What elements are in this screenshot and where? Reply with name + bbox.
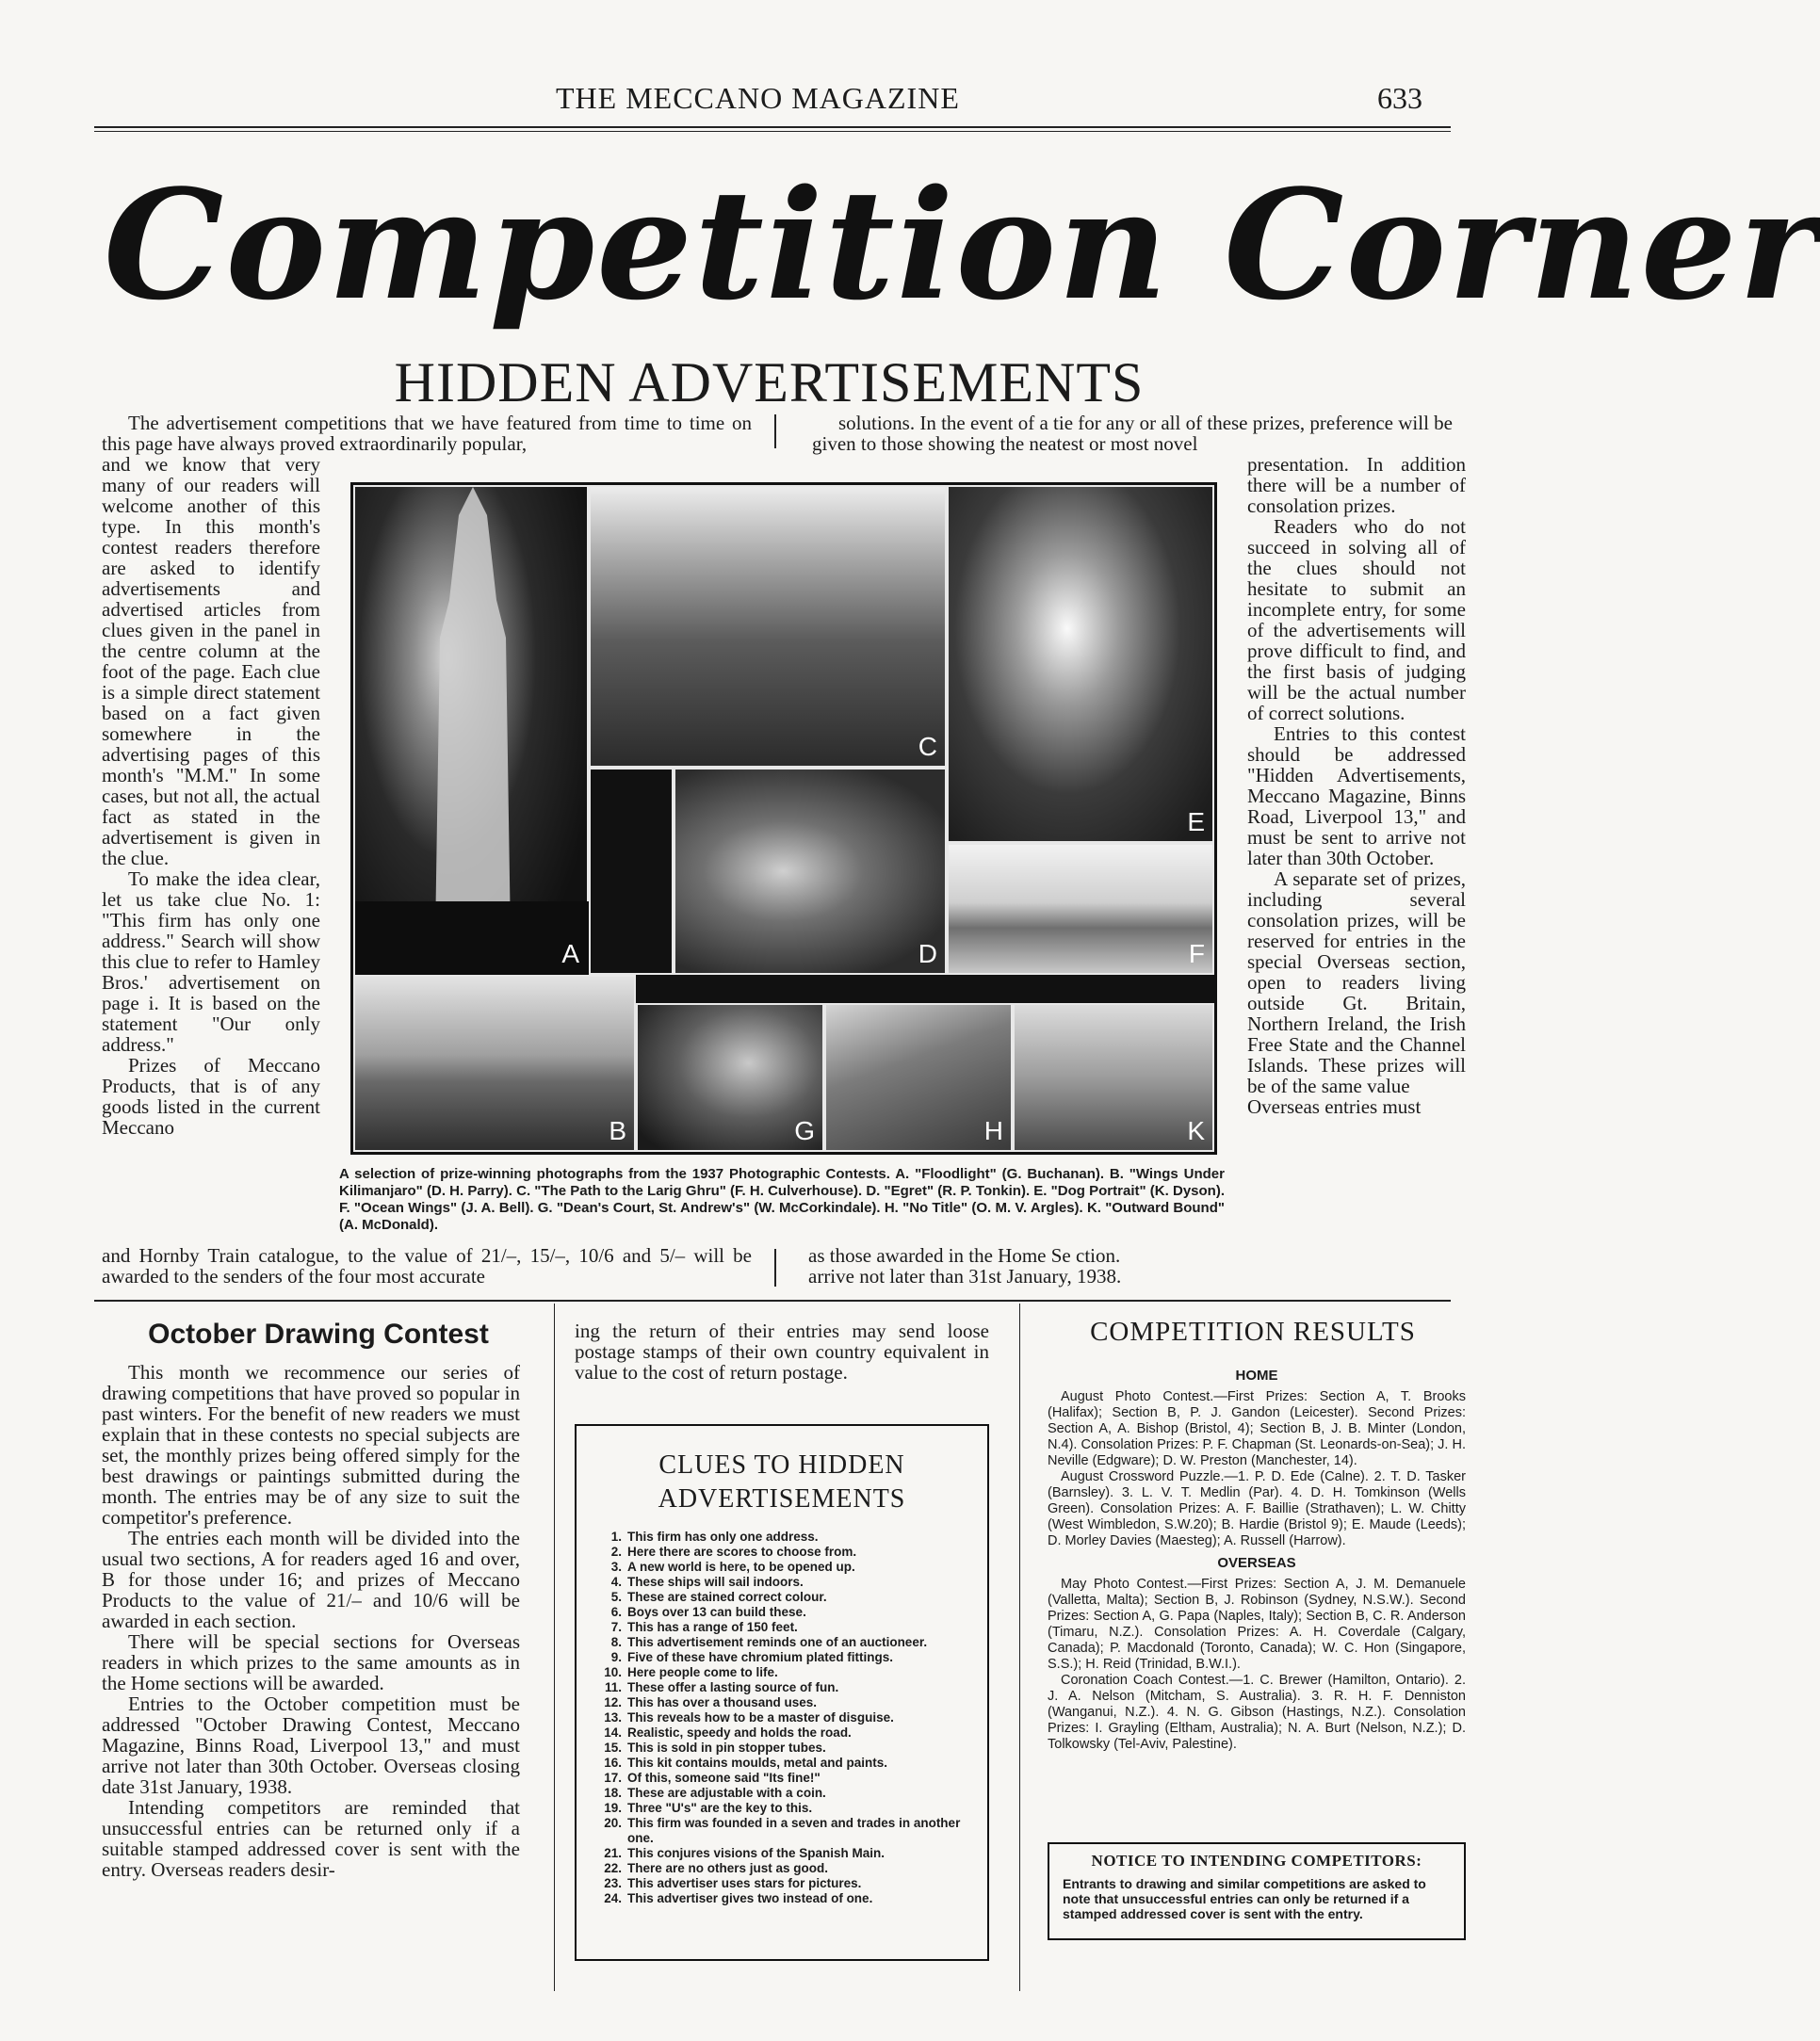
results-para: May Photo Contest.—First Prizes: Section A, J. M. Demanuele (Valletta, Malta); Section B, J. Robinson (Sydney, N.S.W.). Second Prizes: Section A, G. Papa (Naples, Italy); Section B, C. R. Anderson (Timaru, N.Z.). Consolation Prizes: A. H. Coverdale (Calgary, Canada); P. Macdonald (Toronto, Canada); W. C. Hon (Singapore, S.S.); H. Reid (Trinidad, B.W.I.). bbox=[1048, 1577, 1466, 1672]
clue-text: This is sold in pin stopper tubes. bbox=[627, 1741, 826, 1755]
drawing-para: Entries to the October competition must be addressed "October Drawing Contest, Meccano Magazine, Binns Road, Liverpool 13," and must arrive not later than 30th October. Overseas closing date 31st January, 1938. bbox=[102, 1693, 520, 1798]
photo-letter: D bbox=[918, 939, 937, 968]
clues-box bbox=[575, 1424, 989, 1961]
clue-item bbox=[590, 1650, 987, 1665]
clues-title-line: CLUES TO HIDDEN bbox=[658, 1450, 905, 1480]
left-column-para: Prizes of Meccano Products, that is of any goods listed in the current Meccano bbox=[102, 1054, 320, 1139]
banner bbox=[104, 132, 1820, 358]
hidden-ads-bottom-left bbox=[102, 1245, 752, 1287]
drawing-contest-title: October Drawing Contest bbox=[148, 1319, 489, 1350]
clue-number: 23. bbox=[604, 1876, 622, 1890]
photo-b bbox=[353, 975, 636, 1152]
clue-item bbox=[590, 1560, 987, 1575]
hidden-ads-bottom-mid bbox=[808, 1245, 1232, 1287]
photo-f bbox=[947, 843, 1214, 975]
bottom-left-text: and Hornby Train catalogue, to the value of 21/–, 15/–, 10/6 and 5/– will be awarded to the senders of the four most accurate bbox=[102, 1244, 752, 1288]
clue-text: Here people come to life. bbox=[627, 1665, 778, 1679]
clue-text: Here there are scores to choose from. bbox=[627, 1545, 857, 1559]
bottom-mid-line: arrive not later than 31st January, 1938. bbox=[808, 1265, 1122, 1288]
photo-letter: K bbox=[1187, 1116, 1205, 1145]
clue-number: 10. bbox=[604, 1665, 622, 1679]
notice-box bbox=[1048, 1842, 1466, 1940]
clue-item bbox=[590, 1680, 987, 1695]
banner-title: Competition Corner bbox=[104, 156, 1820, 333]
clue-number: 1. bbox=[610, 1530, 622, 1544]
clue-item bbox=[590, 1665, 987, 1680]
clue-number: 13. bbox=[604, 1710, 622, 1725]
hidden-ads-left-column bbox=[102, 454, 320, 1138]
drawing-para: Intending competitors are reminded that unsuccessful entries can be returned only if a suitable stamped addressed cover is sent with the entry. Overseas readers desir- bbox=[102, 1796, 520, 1881]
clue-item bbox=[590, 1741, 987, 1756]
clue-item bbox=[590, 1575, 987, 1590]
drawing-para: There will be special sections for Overseas readers in which prizes to the same amounts as in the Home sections will be awarded. bbox=[102, 1630, 520, 1694]
hidden-ads-intro-left bbox=[102, 413, 752, 454]
clue-number: 8. bbox=[610, 1635, 622, 1649]
clue-text: This firm was founded in a seven and trades in another one. bbox=[627, 1816, 961, 1845]
clue-item bbox=[590, 1545, 987, 1560]
clue-text: There are no others just as good. bbox=[627, 1861, 829, 1875]
results-para: August Photo Contest.—First Prizes: Section A, T. Brooks (Halifax); Section B, P. J. Gandon (Leicester). Second Prizes: Section A, A. Bishop (Bristol, 4); Section B, J. B. Minter (London, N.4). Consolation Prizes: P. F. Chapman (St. Leonards-on-Sea); J. H. Neville (Edgware); D. W. Preston (Manchester, 14). bbox=[1048, 1389, 1466, 1468]
column-divider bbox=[1019, 1304, 1020, 1991]
clue-number: 3. bbox=[610, 1560, 622, 1574]
clue-text: This conjures visions of the Spanish Main. bbox=[627, 1846, 886, 1860]
clue-text: Boys over 13 can build these. bbox=[627, 1605, 806, 1619]
clue-item bbox=[590, 1786, 987, 1801]
clue-number: 21. bbox=[604, 1846, 622, 1860]
clue-item bbox=[590, 1801, 987, 1816]
right-column-para: Readers who do not succeed in solving all of the clues should not hesitate to submit an incomplete entry, for some of the advertisements will prove difficult to find, and the first basis of judging will be the actual number of correct solutions. bbox=[1247, 515, 1466, 724]
intro-right-text: solutions. In the event of a tie for any or all of these prizes, preference will be given to those showing the neatest or most novel bbox=[812, 412, 1453, 455]
photo-e bbox=[947, 485, 1214, 843]
photo-collage bbox=[350, 482, 1217, 1155]
clue-item bbox=[590, 1620, 987, 1635]
clue-text: This advertiser uses stars for pictures. bbox=[627, 1876, 862, 1890]
clue-item bbox=[590, 1876, 987, 1891]
results-para: Coronation Coach Contest.—1. C. Brewer (Hamilton, Ontario). 2. J. A. Nelson (Mitcham, S. Australia). 3. R. H. F. Denniston (Wanganui, N.Z.). 4. N. G. Gibson (Hastings, N.Z.). Consolation Prizes: I. Grayling (Eltham, Australia); N. A. Burt (Nelson, N.Z.); D. Tolkowsky (Tel-Aviv, Palestine). bbox=[1048, 1673, 1466, 1752]
clue-number: 15. bbox=[604, 1741, 622, 1755]
clue-item bbox=[590, 1635, 987, 1650]
hidden-ads-right-column bbox=[1247, 454, 1466, 1117]
clue-number: 22. bbox=[604, 1861, 622, 1875]
clue-text: Three "U's" are the key to this. bbox=[627, 1801, 813, 1815]
clue-text: This reveals how to be a master of disguise. bbox=[627, 1710, 894, 1725]
photo-letter: A bbox=[561, 939, 579, 968]
drawing-contest-body bbox=[102, 1362, 520, 1880]
clue-number: 19. bbox=[604, 1801, 622, 1815]
hidden-ads-title: HIDDEN ADVERTISEMENTS bbox=[394, 351, 1145, 413]
clue-text: Of this, someone said "Its fine!" bbox=[627, 1771, 821, 1785]
clue-item bbox=[590, 1816, 987, 1846]
clue-item bbox=[590, 1861, 987, 1876]
notice-title: NOTICE TO INTENDING COMPETITORS: bbox=[1091, 1852, 1422, 1870]
photo-g bbox=[636, 1003, 824, 1152]
photo-letter: B bbox=[609, 1116, 626, 1145]
clue-item bbox=[590, 1710, 987, 1725]
clue-number: 12. bbox=[604, 1695, 622, 1709]
section-rule bbox=[94, 1300, 1451, 1302]
clue-text: This kit contains moulds, metal and paints. bbox=[627, 1756, 888, 1770]
clue-text: This has over a thousand uses. bbox=[627, 1695, 818, 1709]
clue-number: 17. bbox=[604, 1771, 622, 1785]
left-column-para: To make the idea clear, let us take clue No. 1: "This firm has only one address." Search will show this clue to refer to Hamley Bros.' advertisement on page i. It is based on the statement "Our only address." bbox=[102, 867, 320, 1056]
clue-number: 14. bbox=[604, 1725, 622, 1740]
column-divider-top bbox=[774, 414, 776, 448]
running-header bbox=[94, 81, 1451, 128]
clue-text: Five of these have chromium plated fittings. bbox=[627, 1650, 894, 1664]
clue-number: 5. bbox=[610, 1590, 622, 1604]
results-overseas-heading: OVERSEAS bbox=[1217, 1555, 1296, 1571]
clue-item bbox=[590, 1756, 987, 1771]
tower-silhouette-icon bbox=[355, 487, 591, 977]
photo-gap bbox=[589, 768, 674, 975]
clue-number: 4. bbox=[610, 1575, 622, 1589]
left-column-para: and we know that very many of our readers will welcome another of this type. In this month's contest readers therefore are asked to identify advertisements and advertised articles from clues given in the panel in the centre column at the foot of the page. Each clue is a simple direct statement based on a fact given somewhere in the advertising pages of this month's "M.M." In some cases, but not all, the actual fact as stated in the advertisement is given in the clue. bbox=[102, 453, 320, 869]
hidden-ads-intro-right bbox=[812, 413, 1453, 454]
clue-number: 11. bbox=[604, 1680, 622, 1694]
clue-item bbox=[590, 1590, 987, 1605]
right-column-para: A separate set of prizes, including several consolation prizes, will be reserved for entries in the special Overseas section, open to readers living outside Gt. Britain, Northern Ireland, the Irish Free State and the Channel Islands. These prizes will be of the same value bbox=[1247, 867, 1466, 1097]
clue-item bbox=[590, 1725, 987, 1741]
clue-number: 20. bbox=[604, 1816, 622, 1830]
right-column-para: Entries to this contest should be addressed "Hidden Advertisements, Meccano Magazine, Binns Road, Liverpool 13," and must be sent to arrive not later than 30th October. bbox=[1247, 722, 1466, 869]
clue-text: These offer a lasting source of fun. bbox=[627, 1680, 839, 1694]
clue-item bbox=[590, 1891, 987, 1906]
clue-text: This firm has only one address. bbox=[627, 1530, 819, 1544]
photo-letter: G bbox=[794, 1116, 815, 1145]
right-column-para: Overseas entries must bbox=[1247, 1095, 1422, 1118]
right-column-para: presentation. In addition there will be a number of consolation prizes. bbox=[1247, 453, 1466, 517]
magazine-title: THE MECCANO MAGAZINE bbox=[556, 81, 960, 115]
photo-letter: H bbox=[983, 1116, 1003, 1145]
clue-item bbox=[590, 1530, 987, 1545]
clue-text: Realistic, speedy and holds the road. bbox=[627, 1725, 852, 1740]
clue-text: This has a range of 150 feet. bbox=[627, 1620, 798, 1634]
clue-list bbox=[590, 1530, 987, 1906]
photo-c bbox=[589, 485, 947, 768]
photo-h bbox=[824, 1003, 1013, 1152]
photo-letter: E bbox=[1187, 807, 1205, 836]
clue-text: This advertiser gives two instead of one. bbox=[627, 1891, 873, 1905]
photo-caption: A selection of prize-winning photographs from the 1937 Photographic Contests. A. "Floodlight" (G. Buchanan). B. "Wings Under Kilimanjaro" (D. H. Parry). C. "The Path to the Larig Ghru" (F. H. Culverhouse). D. "Egret" (R. P. Tonkin). E. "Dog Portrait" (K. Dyson). F. "Ocean Wings" (J. A. Bell). G. "Dean's Court, St. Andrew's" (W. McCorkindale). H. "No Title" (O. M. V. Argles). K. "Outward Bound" (A. McDonald). bbox=[339, 1166, 1225, 1233]
column-divider-bottom bbox=[774, 1249, 776, 1287]
clue-number: 16. bbox=[604, 1756, 622, 1770]
drawing-para: This month we recommence our series of drawing competitions that have proved so popular in past winters. For the benefit of new readers we must explain that in these contests no special subjects are set, the monthly prizes being offered simply for the best drawings or paintings submitted during the month. The entries may be of any size to suit the competitor's preference. bbox=[102, 1361, 520, 1529]
drawing-continuation-text: ing the return of their entries may send loose postage stamps of their own country equivalent in value to the cost of return postage. bbox=[575, 1320, 989, 1384]
clue-number: 9. bbox=[610, 1650, 622, 1664]
clue-text: These ships will sail indoors. bbox=[627, 1575, 804, 1589]
clue-number: 18. bbox=[604, 1786, 622, 1800]
clue-number: 6. bbox=[610, 1605, 622, 1619]
results-body bbox=[1048, 1362, 1466, 1753]
clue-text: These are adjustable with a coin. bbox=[627, 1786, 826, 1800]
clue-number: 24. bbox=[604, 1891, 622, 1905]
clue-item bbox=[590, 1846, 987, 1861]
drawing-contest-continuation bbox=[575, 1320, 989, 1383]
results-title: COMPETITION RESULTS bbox=[1090, 1317, 1416, 1347]
notice-text: Entrants to drawing and similar competitions are asked to note that unsuccessful entries can only be returned if a stamped addressed cover is sent with the entry. bbox=[1063, 1876, 1426, 1921]
clue-number: 2. bbox=[610, 1545, 622, 1559]
header-rule bbox=[94, 126, 1451, 128]
clue-number: 7. bbox=[610, 1620, 622, 1634]
results-home-heading: HOME bbox=[1235, 1368, 1278, 1384]
photo-letter: C bbox=[918, 732, 937, 761]
photo-letter: F bbox=[1188, 939, 1205, 968]
clue-item bbox=[590, 1695, 987, 1710]
photo-d bbox=[674, 768, 947, 975]
clue-text: This advertisement reminds one of an auctioneer. bbox=[627, 1635, 928, 1649]
clue-text: A new world is here, to be opened up. bbox=[627, 1560, 855, 1574]
page-number: 633 bbox=[1377, 81, 1422, 115]
clues-title-line: ADVERTISEMENTS bbox=[658, 1484, 906, 1514]
clue-text: These are stained correct colour. bbox=[627, 1590, 827, 1604]
column-divider bbox=[554, 1304, 555, 1991]
photo-a bbox=[353, 485, 589, 975]
clues-title bbox=[577, 1449, 987, 1516]
bottom-mid-line: as those awarded in the Home Se ction. bbox=[808, 1244, 1121, 1267]
clue-item bbox=[590, 1605, 987, 1620]
photo-k bbox=[1013, 1003, 1214, 1152]
results-para: August Crossword Puzzle.—1. P. D. Ede (Calne). 2. T. D. Tasker (Barnsley). 3. L. V. T. Medlin (Par). 4. D. H. Tomkinson (Wells Green). Consolation Prizes: A. F. Baillie (Strathaven); L. W. Chitty (West Wimbledon, S.W.20); B. Hardie (Bristol 9); E. Maude (Leeds); D. Morley Davies (Maesteg); A. Russell (Harrow). bbox=[1048, 1469, 1466, 1548]
intro-left-text: The advertisement competitions that we have featured from time to time on this page have always proved extraordinarily popular, bbox=[102, 412, 752, 455]
drawing-para: The entries each month will be divided into the usual two sections, A for readers aged 16 and over, B for those under 16; and prizes of Meccano Products to the value of 21/– and 10/6 will be awarded in each section. bbox=[102, 1527, 520, 1632]
clue-item bbox=[590, 1771, 987, 1786]
